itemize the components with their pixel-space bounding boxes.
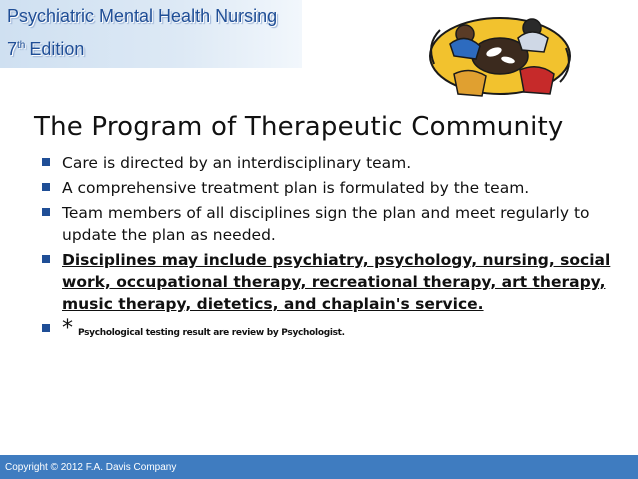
square-bullet-icon	[42, 158, 50, 166]
note-star: *	[62, 316, 73, 341]
bullet-item	[42, 152, 617, 174]
square-bullet-icon	[42, 255, 50, 263]
bullet-text: A comprehensive treatment plan is formulated by the team.	[62, 179, 530, 197]
edition-word: Edition	[29, 39, 85, 59]
bullet-list	[42, 152, 617, 347]
team-meeting-clipart-icon	[420, 4, 580, 104]
book-title: Psychiatric Mental Health Nursing	[7, 6, 278, 26]
square-bullet-icon	[42, 208, 50, 216]
bullet-item-note	[42, 318, 617, 344]
square-bullet-icon	[42, 183, 50, 191]
edition-suffix: th	[17, 40, 26, 51]
edition-label	[7, 35, 84, 60]
bullet-text: Team members of all disciplines sign the plan and meet regularly to update the plan as needed.	[62, 204, 590, 244]
square-bullet-icon	[42, 324, 50, 332]
header-box	[0, 0, 302, 68]
bullet-item	[42, 177, 617, 199]
bullet-item	[42, 202, 617, 246]
note-text: Psychological testing result are review by Psychologist.	[77, 328, 345, 338]
bullet-text-disciplines: Disciplines may include psychiatry, psychology, nursing, social work, occupational therapy, recreational therapy, art therapy, music therapy, dietetics, and chaplain's service.	[62, 251, 611, 313]
slide-title: The Program of Therapeutic Community	[34, 112, 564, 142]
edition-number: 7	[7, 39, 18, 59]
bullet-item	[42, 249, 617, 315]
copyright-text: Copyright © 2012 F.A. Davis Company	[5, 462, 177, 473]
footer-bar	[0, 455, 638, 479]
bullet-text: Care is directed by an interdisciplinary team.	[62, 154, 412, 172]
